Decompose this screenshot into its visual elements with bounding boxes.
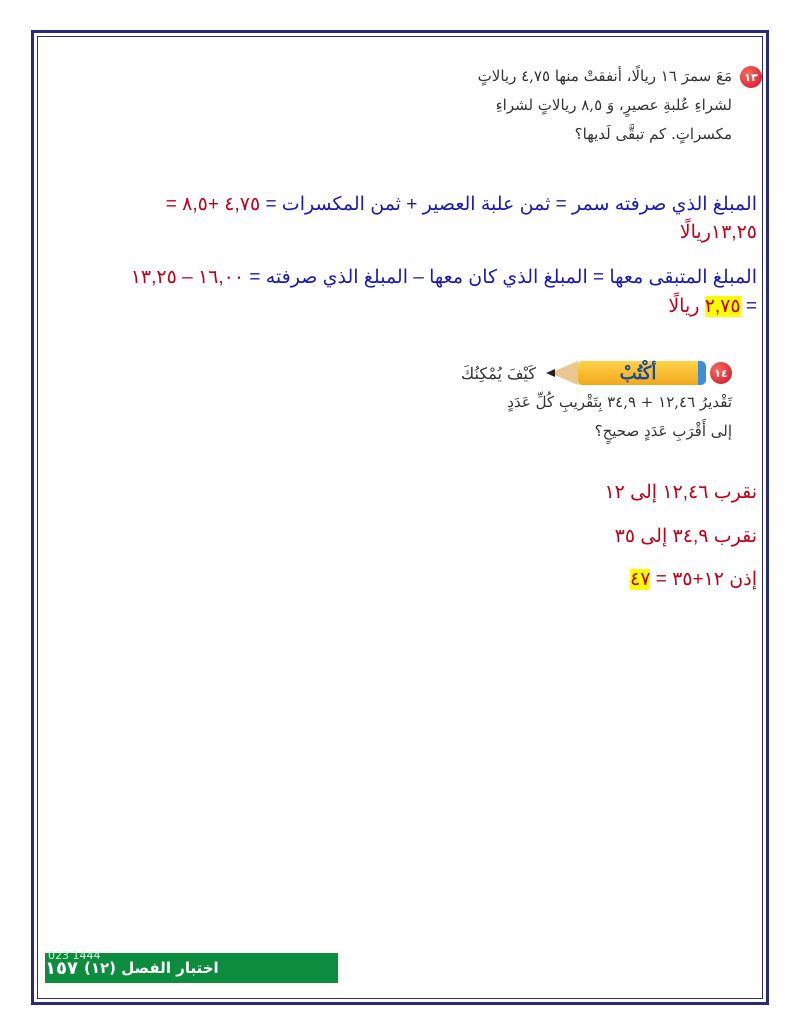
page-border-inner [37, 36, 763, 999]
pencil-icon [546, 358, 698, 388]
question-line: مَعَ سمرَ ١٦ ريالًا، أنفقتْ منها ٤,٧٥ ريالاتٍ [477, 67, 732, 85]
final-answer-highlight: ٢,٧٥ [704, 296, 741, 317]
pencil-lead [546, 369, 555, 377]
question-line: إلى أَقْرَبِ عَدَدٍ صحيحٍ؟ [594, 422, 732, 440]
footer-title: اختبار الفصل (١٢) [83, 959, 219, 977]
final-answer-highlight: ٤٧ [629, 569, 651, 590]
answer-text: المبلغ الذي صرفته سمر = ثمن علبة العصير + ثمن المكسرات = [265, 194, 757, 215]
footer-banner [45, 949, 338, 983]
question-line: مكسراتٍ. كم تبقَّى لَديها؟ [574, 125, 732, 143]
question-line: لشراءِ عُلبةِ عصيرٍ، وَ ٨,٥ ريالاتٍ لشراءِ [495, 96, 732, 114]
question-number-badge: ١٣ [740, 66, 762, 88]
watermark: 023 1444 [48, 949, 101, 962]
answer-line [166, 191, 757, 218]
answer-math: ١٦,٠٠ – ١٣,٢٥ [130, 267, 245, 288]
answer-math: ٤,٧٥ +٨,٥ = [165, 194, 261, 215]
answer-line: نقرب ٣٤,٩ إلى ٣٥ [614, 526, 757, 547]
answer-unit: ريالًا [668, 296, 700, 317]
answer-line: ١٣,٢٥ريالًا [679, 222, 757, 243]
equals-sign: = [745, 296, 757, 317]
answer-line: نقرب ١٢,٤٦ إلى ١٢ [604, 482, 757, 503]
write-label: أكْتُبْ [578, 361, 698, 385]
question-14 [507, 388, 732, 446]
answer-line [630, 566, 757, 593]
page-number: ١٥٧ [45, 957, 78, 979]
question-number-badge: ١٤ [710, 362, 732, 384]
answer-text: المبلغ المتبقى معها = المبلغ الذي كان معها – المبلغ الذي صرفته = [249, 267, 757, 288]
answer-line [668, 293, 757, 320]
answer-line [131, 264, 757, 291]
answer-math: إذن ١٢+٣٥ = [655, 569, 757, 590]
question-14-heading [461, 358, 732, 388]
question-13 [477, 62, 758, 149]
question-line: تَقْديرُ ١٢,٤٦ + ٣٤,٩ بِتَقْريبِ كُلِّ عَدَدٍ [507, 393, 732, 411]
question-line: كَيْفَ يُمْكِنُكَ [461, 363, 536, 383]
